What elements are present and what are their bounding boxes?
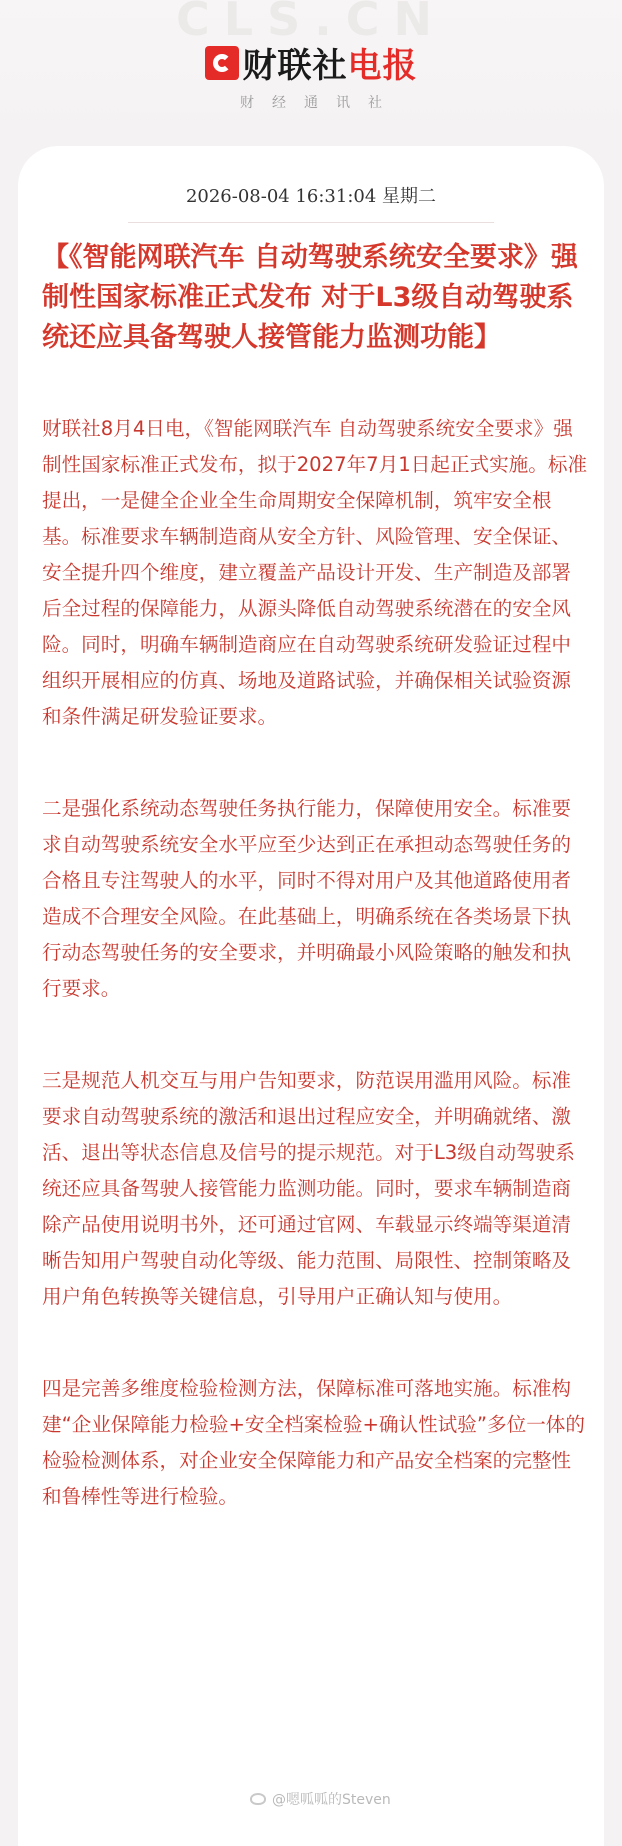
header-watermark: CLS.CN [176,0,446,46]
article-paragraph: 财联社8月4日电，《智能网联汽车 自动驾驶系统安全要求》强制性国家标准正式发布，拟于2027年7月1日起正式实施。标准提出，一是健全企业全生命周期安全保障机制，筑牢安全根基。标准要求车辆制造商从安全方针、风险管理、安全保证、安全提升四个维度，建立覆盖产品设计开发、生产制造及部署后全过程的保障能力，从源头降低自动驾驶系统潜在的安全风险。同时，明确车辆制造商应在自动驾驶系统研发验证过程中组织开展相应的仿真、场地及道路试验，并确保相关试验资源和条件满足研发验证要求。 [42,417,588,728]
weibo-icon [250,1793,266,1805]
article-headline: 【《智能网联汽车 自动驾驶系统安全要求》强制性国家标准正式发布 对于L3级自动驾驶系统还应具备驾驶人接管能力监测功能】 [42,242,578,353]
source-watermark-text: @嗯呱呱的Steven [272,1792,391,1808]
article-datetime: 2026-08-04 16:31:04 星期二 [185,186,437,207]
brand-name: 财联社 [242,46,348,86]
article-paragraph: 三是规范人机交互与用户告知要求，防范误用滥用风险。标准要求自动驾驶系统的激活和退出过程应安全，并明确就绪、激活、退出等状态信息及信号的提示规范。对于L3级自动驾驶系统还应具备驾驶人接管能力监测功能。同时，要求车辆制造商除产品使用说明书外，还可通过官网、车载显示终端等渠道清晰告知用户驾驶自动化等级、能力范围、局限性、控制策略及用户角色转换等关键信息，引导用户正确认知与使用。 [42,1069,575,1308]
header [0,0,622,140]
article-body [42,411,590,1571]
article-paragraph: 四是完善多维度检验检测方法，保障标准可落地实施。标准构建“企业保障能力检验+安全档案检验+确认性试验”多位一体的检验检测体系，对企业安全保障能力和产品安全档案的完整性和鲁棒性等进行检验。 [42,1377,585,1508]
article-paragraph: 二是强化系统动态驾驶任务执行能力，保障使用安全。标准要求自动驾驶系统安全水平应至少达到正在承担动态驾驶任务的合格且专注驾驶人的水平，同时不得对用户及其他道路使用者造成不合理安全风险。在此基础上，明确系统在各类场景下执行动态驾驶任务的安全要求，并明确最小风险策略的触发和执行要求。 [42,797,572,1000]
brand-section: 电报 [347,46,418,86]
cls-logo-icon [205,46,239,80]
datetime-divider [128,222,494,223]
source-watermark [250,1789,391,1809]
brand-logo [0,38,622,87]
brand-tagline: 财经通讯社 [240,95,400,111]
article-card [18,146,604,1846]
